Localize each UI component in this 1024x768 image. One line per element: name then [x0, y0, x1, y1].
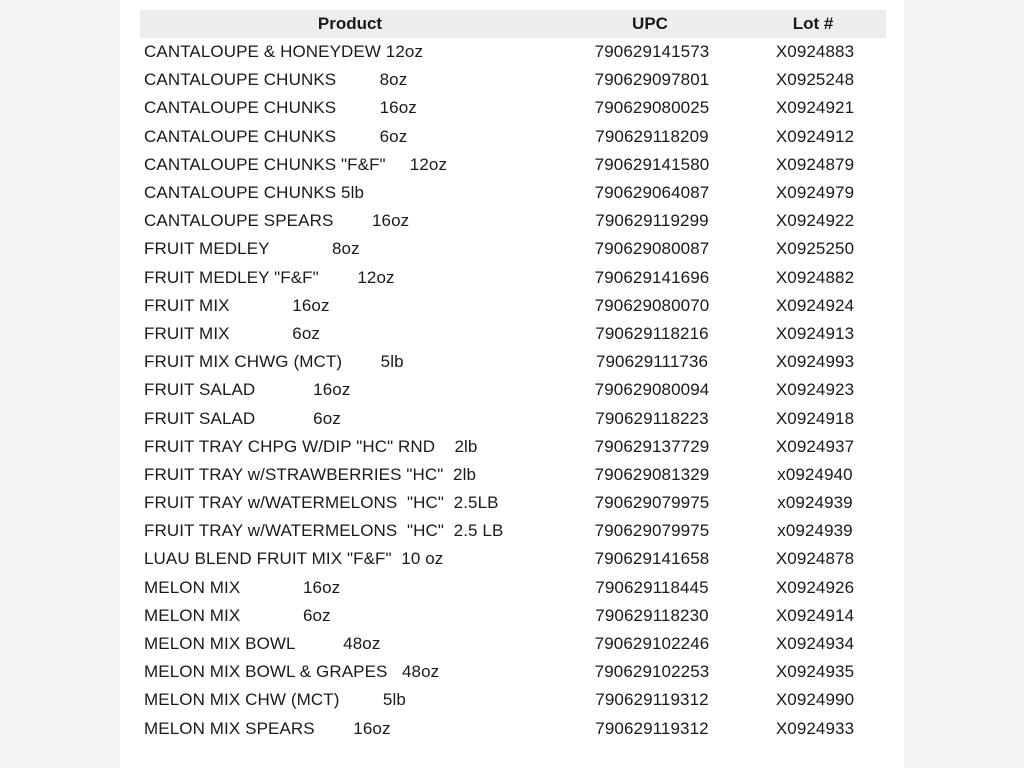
- upc-cell: 790629080070: [594, 295, 710, 315]
- upc-cell: 790629102253: [594, 662, 710, 682]
- document-sheet: [120, 0, 904, 768]
- upc-cell: 790629119312: [595, 690, 709, 710]
- upc-cell: 790629118209: [595, 126, 709, 146]
- lot-cell: X0924923: [775, 380, 855, 400]
- product-cell: MELON MIX CHW (MCT) 5lb: [144, 690, 406, 710]
- product-cell: FRUIT TRAY w/WATERMELONS "HC" 2.5LB: [144, 493, 499, 513]
- product-cell: CANTALOUPE CHUNKS "F&F" 12oz: [144, 154, 448, 174]
- product-cell: MELON MIX BOWL 48oz: [144, 634, 381, 654]
- lot-cell: X0924926: [775, 577, 855, 597]
- table-row: [140, 461, 886, 489]
- upc-cell: 790629080094: [594, 380, 710, 400]
- table-row: [140, 235, 886, 263]
- product-cell: MELON MIX SPEARS 16oz: [144, 718, 391, 738]
- product-cell: FRUIT MIX 16oz: [144, 295, 330, 315]
- table-row: [140, 292, 886, 320]
- product-cell: FRUIT TRAY CHPG W/DIP "HC" RND 2lb: [144, 436, 478, 456]
- product-cell: CANTALOUPE CHUNKS 6oz: [144, 126, 408, 146]
- table-row: [140, 151, 886, 179]
- upc-cell: 790629141573: [594, 42, 710, 62]
- lot-cell: x0924939: [777, 521, 853, 541]
- table-header: [140, 10, 886, 38]
- product-cell: CANTALOUPE CHUNKS 5lb: [144, 183, 365, 203]
- lot-cell: X0924921: [775, 98, 855, 118]
- product-cell: CANTALOUPE SPEARS 16oz: [144, 211, 410, 231]
- table-row: [140, 602, 886, 630]
- header-product: Product: [140, 10, 560, 38]
- upc-cell: 790629119299: [595, 211, 709, 231]
- upc-cell: 790629137729: [594, 436, 710, 456]
- upc-cell: 790629118223: [595, 408, 709, 428]
- lot-cell: X0924934: [775, 634, 855, 654]
- table-row: [140, 517, 886, 545]
- lot-cell: X0924882: [775, 267, 855, 287]
- product-cell: FRUIT SALAD 16oz: [144, 380, 351, 400]
- upc-cell: 790629080087: [594, 239, 710, 259]
- product-cell: FRUIT MIX 6oz: [144, 323, 320, 343]
- product-cell: CANTALOUPE CHUNKS 16oz: [144, 98, 417, 118]
- table-row: [140, 207, 886, 235]
- lot-cell: X0924933: [775, 718, 855, 738]
- table-row: [140, 94, 886, 122]
- lot-cell: X0924914: [775, 605, 855, 625]
- product-cell: FRUIT TRAY w/WATERMELONS "HC" 2.5 LB: [144, 521, 504, 541]
- upc-cell: 790629097801: [594, 70, 710, 90]
- table-row: [140, 433, 886, 461]
- lot-cell: X0924922: [775, 211, 855, 231]
- table-row: [140, 123, 886, 151]
- lot-cell: X0924937: [775, 436, 855, 456]
- lot-cell: X0924979: [775, 183, 855, 203]
- product-cell: FRUIT MEDLEY "F&F" 12oz: [144, 267, 395, 287]
- product-cell: CANTALOUPE & HONEYDEW 12oz: [144, 42, 424, 62]
- upc-cell: 790629081329: [594, 464, 710, 484]
- lot-cell: X0924879: [775, 154, 855, 174]
- header-lot: Lot #: [740, 10, 886, 38]
- upc-cell: 790629118216: [595, 323, 709, 343]
- product-cell: LUAU BLEND FRUIT MIX "F&F" 10 oz: [144, 549, 444, 569]
- header-row: [140, 10, 886, 38]
- upc-cell: 790629118230: [595, 605, 709, 625]
- upc-cell: 790629141696: [594, 267, 710, 287]
- table-row: [140, 630, 886, 658]
- lot-cell: X0924990: [775, 690, 855, 710]
- lot-cell: X0924883: [775, 42, 855, 62]
- table-row: [140, 404, 886, 432]
- product-cell: MELON MIX 6oz: [144, 605, 331, 625]
- lot-cell: X0924878: [775, 549, 855, 569]
- table-body: [140, 38, 886, 743]
- table-row: [140, 38, 886, 66]
- table-row: [140, 715, 886, 743]
- table-row: [140, 320, 886, 348]
- product-cell: FRUIT MEDLEY 8oz: [144, 239, 360, 259]
- upc-cell: 790629064087: [594, 183, 710, 203]
- upc-cell: 790629141580: [594, 154, 710, 174]
- lot-cell: X0924935: [775, 662, 855, 682]
- product-cell: FRUIT TRAY w/STRAWBERRIES "HC" 2lb: [144, 464, 477, 484]
- upc-cell: 790629102246: [594, 634, 710, 654]
- table-row: [140, 179, 886, 207]
- table-row: [140, 489, 886, 517]
- table-row: [140, 574, 886, 602]
- lot-cell: X0924913: [775, 323, 855, 343]
- table-row: [140, 376, 886, 404]
- table-row: [140, 264, 886, 292]
- product-cell: MELON MIX BOWL & GRAPES 48oz: [144, 662, 440, 682]
- lot-cell: X0924912: [775, 126, 855, 146]
- table-row: [140, 545, 886, 573]
- lot-cell: X0924918: [775, 408, 855, 428]
- upc-cell: 790629079975: [594, 521, 710, 541]
- product-cell: FRUIT SALAD 6oz: [144, 408, 341, 428]
- lot-cell: x0924939: [777, 493, 853, 513]
- recall-products-table: [140, 10, 886, 743]
- upc-cell: 790629119312: [595, 718, 709, 738]
- lot-cell: X0924993: [775, 352, 855, 372]
- table-row: [140, 658, 886, 686]
- lot-cell: X0924924: [775, 295, 855, 315]
- product-cell: CANTALOUPE CHUNKS 8oz: [144, 70, 408, 90]
- upc-cell: 790629141658: [594, 549, 710, 569]
- upc-cell: 790629080025: [594, 98, 710, 118]
- product-cell: MELON MIX 16oz: [144, 577, 341, 597]
- upc-cell: 790629111736: [595, 352, 709, 372]
- product-cell: FRUIT MIX CHWG (MCT) 5lb: [144, 352, 404, 372]
- table-row: [140, 686, 886, 714]
- lot-cell: X0925250: [775, 239, 855, 259]
- table-row: [140, 348, 886, 376]
- header-upc: UPC: [560, 10, 740, 38]
- table-row: [140, 66, 886, 94]
- lot-cell: X0925248: [775, 70, 855, 90]
- upc-cell: 790629079975: [594, 493, 710, 513]
- lot-cell: x0924940: [777, 464, 853, 484]
- upc-cell: 790629118445: [595, 577, 709, 597]
